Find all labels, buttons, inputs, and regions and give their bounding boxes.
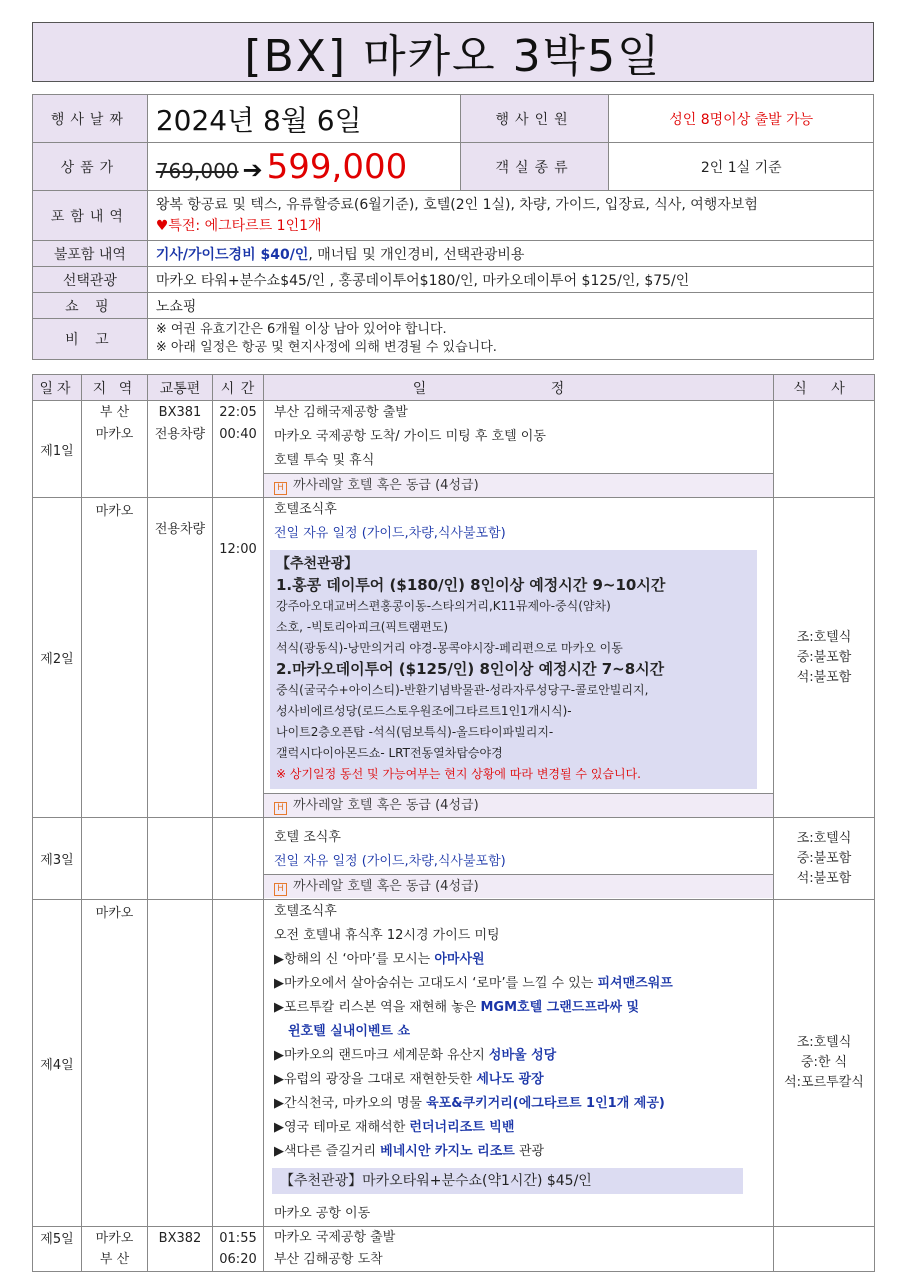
header-meals: 식 사: [774, 375, 875, 401]
day4-item-8: ▶영국 테마로 재해석한 런더너리조트 빅밴: [274, 1120, 515, 1135]
day2-label: 제2일: [33, 498, 82, 818]
day3-dinner: 석:불포함: [796, 870, 852, 886]
note-2: ※ 아래 일정은 항공 및 현지사정에 의해 변경될 수 있습니다.: [155, 340, 497, 355]
day2-row: [33, 498, 875, 818]
day4-breakfast: 조:호텔식: [796, 1035, 852, 1050]
day1-label: 제1일: [33, 401, 82, 498]
day4-item-3: ▶포르투칼 리스본 역을 재현해 놓은 MGM호텔 그랜드프라싸 및: [274, 1000, 640, 1015]
day2-recommend-box: [270, 550, 757, 789]
note-1: ※ 여권 유효기간은 6개월 이상 남아 있어야 합니다.: [155, 322, 447, 337]
day5-line-2: 부산 김해공항 도착: [274, 1252, 383, 1267]
day3-label: 제3일: [33, 818, 82, 900]
day4-row: [33, 900, 875, 1227]
hotel-icon: H: [274, 883, 287, 896]
day2-line-1: 호텔조식후: [274, 502, 337, 517]
day1-region-1: 부 산: [99, 405, 130, 420]
date-label: 행사날짜: [33, 95, 148, 143]
day1-transport-1: BX381: [158, 405, 202, 420]
day4-item-7: ▶간식천국, 마카오의 명물 육포&쿠키거리(에그타르트 1인1개 제공): [274, 1096, 665, 1111]
hk-line-1: 강주아오대교버스편홍콩이동-스타의거리,K11뮤제아-중식(얌차): [276, 599, 611, 613]
day1-region-2: 마카오: [95, 427, 134, 442]
day4-item-6: ▶유럽의 광장을 그대로 재현한듯한 세나도 광장: [274, 1072, 544, 1087]
day5-region-2: 부 산: [99, 1252, 130, 1267]
notes-label: 비 고: [33, 319, 148, 360]
room-value: 2인 1실 기준: [609, 143, 874, 191]
day5-time-2: 06:20: [219, 1252, 257, 1267]
excluded-label: 불포함 내역: [33, 241, 148, 267]
shopping-text: 노쇼핑: [147, 293, 873, 319]
day1-row: [33, 401, 875, 498]
day1-line-3: 호텔 투숙 및 휴식: [274, 453, 375, 468]
included-special: ♥특전: 에그타르트 1인1개: [155, 217, 322, 234]
header-region: 지 역: [82, 375, 148, 401]
price-label: 상품가: [33, 143, 148, 191]
hk-tour-title: 1.홍콩 데이투어 ($180/인) 8인이상 예정시간 9~10시간: [276, 576, 666, 594]
day3-row: [33, 818, 875, 900]
day5-transport: BX382: [148, 1227, 213, 1272]
mo-line-3: 나이트2층오픈탑 -석식(덤보특식)-올드타이파빌리지-: [276, 725, 554, 739]
shopping-label: 쇼 핑: [33, 293, 148, 319]
day2-region: 마카오: [82, 498, 148, 818]
people-value: 성인 8명이상 출발 가능: [669, 111, 814, 128]
day5-line-1: 마카오 국제공항 출발: [274, 1230, 396, 1245]
day4-last-line: 마카오 공항 이동: [274, 1206, 371, 1221]
optional-text: 마카오 타워+분수쇼$45/인 , 홍콩데이투어$180/인, 마카오데이투어 $125/인, $75/인: [147, 267, 873, 293]
day1-transport-2: 전용차량: [154, 427, 206, 442]
day2-line-2: 전일 자유 일정 (가이드,차량,식사불포함): [274, 526, 506, 541]
day2-lunch: 중:불포함: [796, 649, 852, 665]
excluded-highlight: 기사/가이드경비 $40/인: [155, 246, 309, 263]
mo-tour-title: 2.마카오데이투어 ($125/인) 8인이상 예정시간 7~8시간: [276, 660, 665, 678]
day3-line-1: 호텔 조식후: [274, 830, 341, 845]
date-value: 2024년 8월 6일: [155, 103, 362, 137]
day2-dinner: 석:불포함: [796, 669, 852, 685]
day4-dinner: 석:포르투칼식: [784, 1075, 864, 1090]
old-price: 769,000: [155, 158, 239, 183]
hotel-icon: H: [274, 482, 287, 495]
day1-line-2: 마카오 국제공항 도착/ 가이드 미팅 후 호텔 이동: [274, 429, 546, 444]
excluded-rest: , 매너팁 및 개인경비, 선택관광비용: [308, 246, 525, 263]
mo-line-4: 갤럭시다이아몬드쇼- LRT전동열차탑승야경: [276, 746, 503, 760]
day2-transport: 전용차량: [148, 498, 213, 818]
day4-item-5: ▶마카오의 랜드마크 세계문화 유산지 성바울 성당: [274, 1048, 557, 1063]
day2-rec-title: 【추천관광】: [276, 556, 359, 572]
day4-region: 마카오: [82, 900, 148, 1227]
day2-time: 12:00: [213, 498, 264, 818]
header-day: 일자: [33, 375, 82, 401]
hk-line-2: 소호, -빅토리아피크(픽트램편도): [276, 620, 449, 634]
day3-line-2: 전일 자유 일정 (가이드,차량,식사불포함): [274, 854, 506, 869]
rec-note: ※ 상기일정 동선 및 가능여부는 현지 상황에 따라 변경될 수 있습니다.: [276, 767, 641, 781]
people-label: 행사인원: [460, 95, 609, 143]
day1-time-1: 22:05: [219, 405, 257, 420]
day4-item-2: ▶마카오에서 살아숨쉬는 고대도시 ‘로마’를 느낄 수 있는 피셔맨즈워프: [274, 976, 673, 991]
hotel-icon: H: [274, 802, 287, 815]
day5-row: [33, 1227, 875, 1272]
day3-lunch: 중:불포함: [796, 850, 852, 866]
day2-hotel: 까사레알 호텔 혹은 동급 (4성급): [293, 798, 479, 813]
day1-line-1: 부산 김해국제공항 출발: [274, 405, 408, 420]
day5-label: 제5일: [33, 1227, 82, 1272]
day4-item-4: 윈호텔 실내이벤트 쇼: [288, 1024, 411, 1039]
mo-line-2: 성사비에르성당(로드스토우원조에그타르트1인1개시식)-: [276, 704, 572, 718]
new-price: 599,000: [266, 146, 408, 187]
day5-region-1: 마카오: [95, 1231, 134, 1246]
schedule-table: [32, 374, 875, 1272]
included-label: 포함내역: [33, 191, 148, 241]
header-itinerary: 일 정: [264, 375, 774, 401]
day4-line-2: 오전 호텔내 휴식후 12시경 가이드 미팅: [274, 928, 500, 943]
room-label: 객실종류: [460, 143, 609, 191]
hk-line-3: 석식(광동식)-낭만의거리 야경-몽콕야시장-페리편으로 마카오 이동: [276, 641, 623, 655]
arrow-icon: ➔: [242, 155, 263, 184]
day4-line-1: 호텔조식후: [274, 904, 337, 919]
day4-lunch: 중:한 식: [800, 1055, 848, 1070]
day3-breakfast: 조:호텔식: [796, 830, 852, 846]
header-time: 시 간: [213, 375, 264, 401]
day5-time-1: 01:55: [219, 1231, 257, 1246]
day1-time-2: 00:40: [219, 427, 257, 442]
header-transport: 교통편: [148, 375, 213, 401]
day4-item-9: ▶색다른 즐길거리 베네시안 카지노 리조트 관광: [274, 1144, 545, 1159]
trip-info-table: [32, 94, 874, 360]
day3-hotel: 까사레알 호텔 혹은 동급 (4성급): [293, 879, 479, 894]
included-text: 왕복 항공료 및 텍스, 유류할증료(6월기준), 호텔(2인 1실), 차량, 가이드, 입장료, 식사, 여행자보험: [155, 196, 758, 213]
day4-item-1: ▶항해의 신 ‘아마’를 모시는 아마사원: [274, 952, 485, 967]
day2-breakfast: 조:호텔식: [796, 629, 852, 645]
mo-line-1: 중식(굴국수+아이스티)-반환기념박물관-성라자루성당구-콜로안빌리지,: [276, 683, 649, 697]
day4-recommend-option: 【추천관광】마카오타워+분수쇼(약1시간) $45/인: [272, 1168, 743, 1194]
page-title: [BX] 마카오 3박5일: [32, 22, 874, 82]
day4-label: 제4일: [33, 900, 82, 1227]
day1-hotel: 까사레알 호텔 혹은 동급 (4성급): [293, 478, 479, 493]
optional-label: 선택관광: [33, 267, 148, 293]
